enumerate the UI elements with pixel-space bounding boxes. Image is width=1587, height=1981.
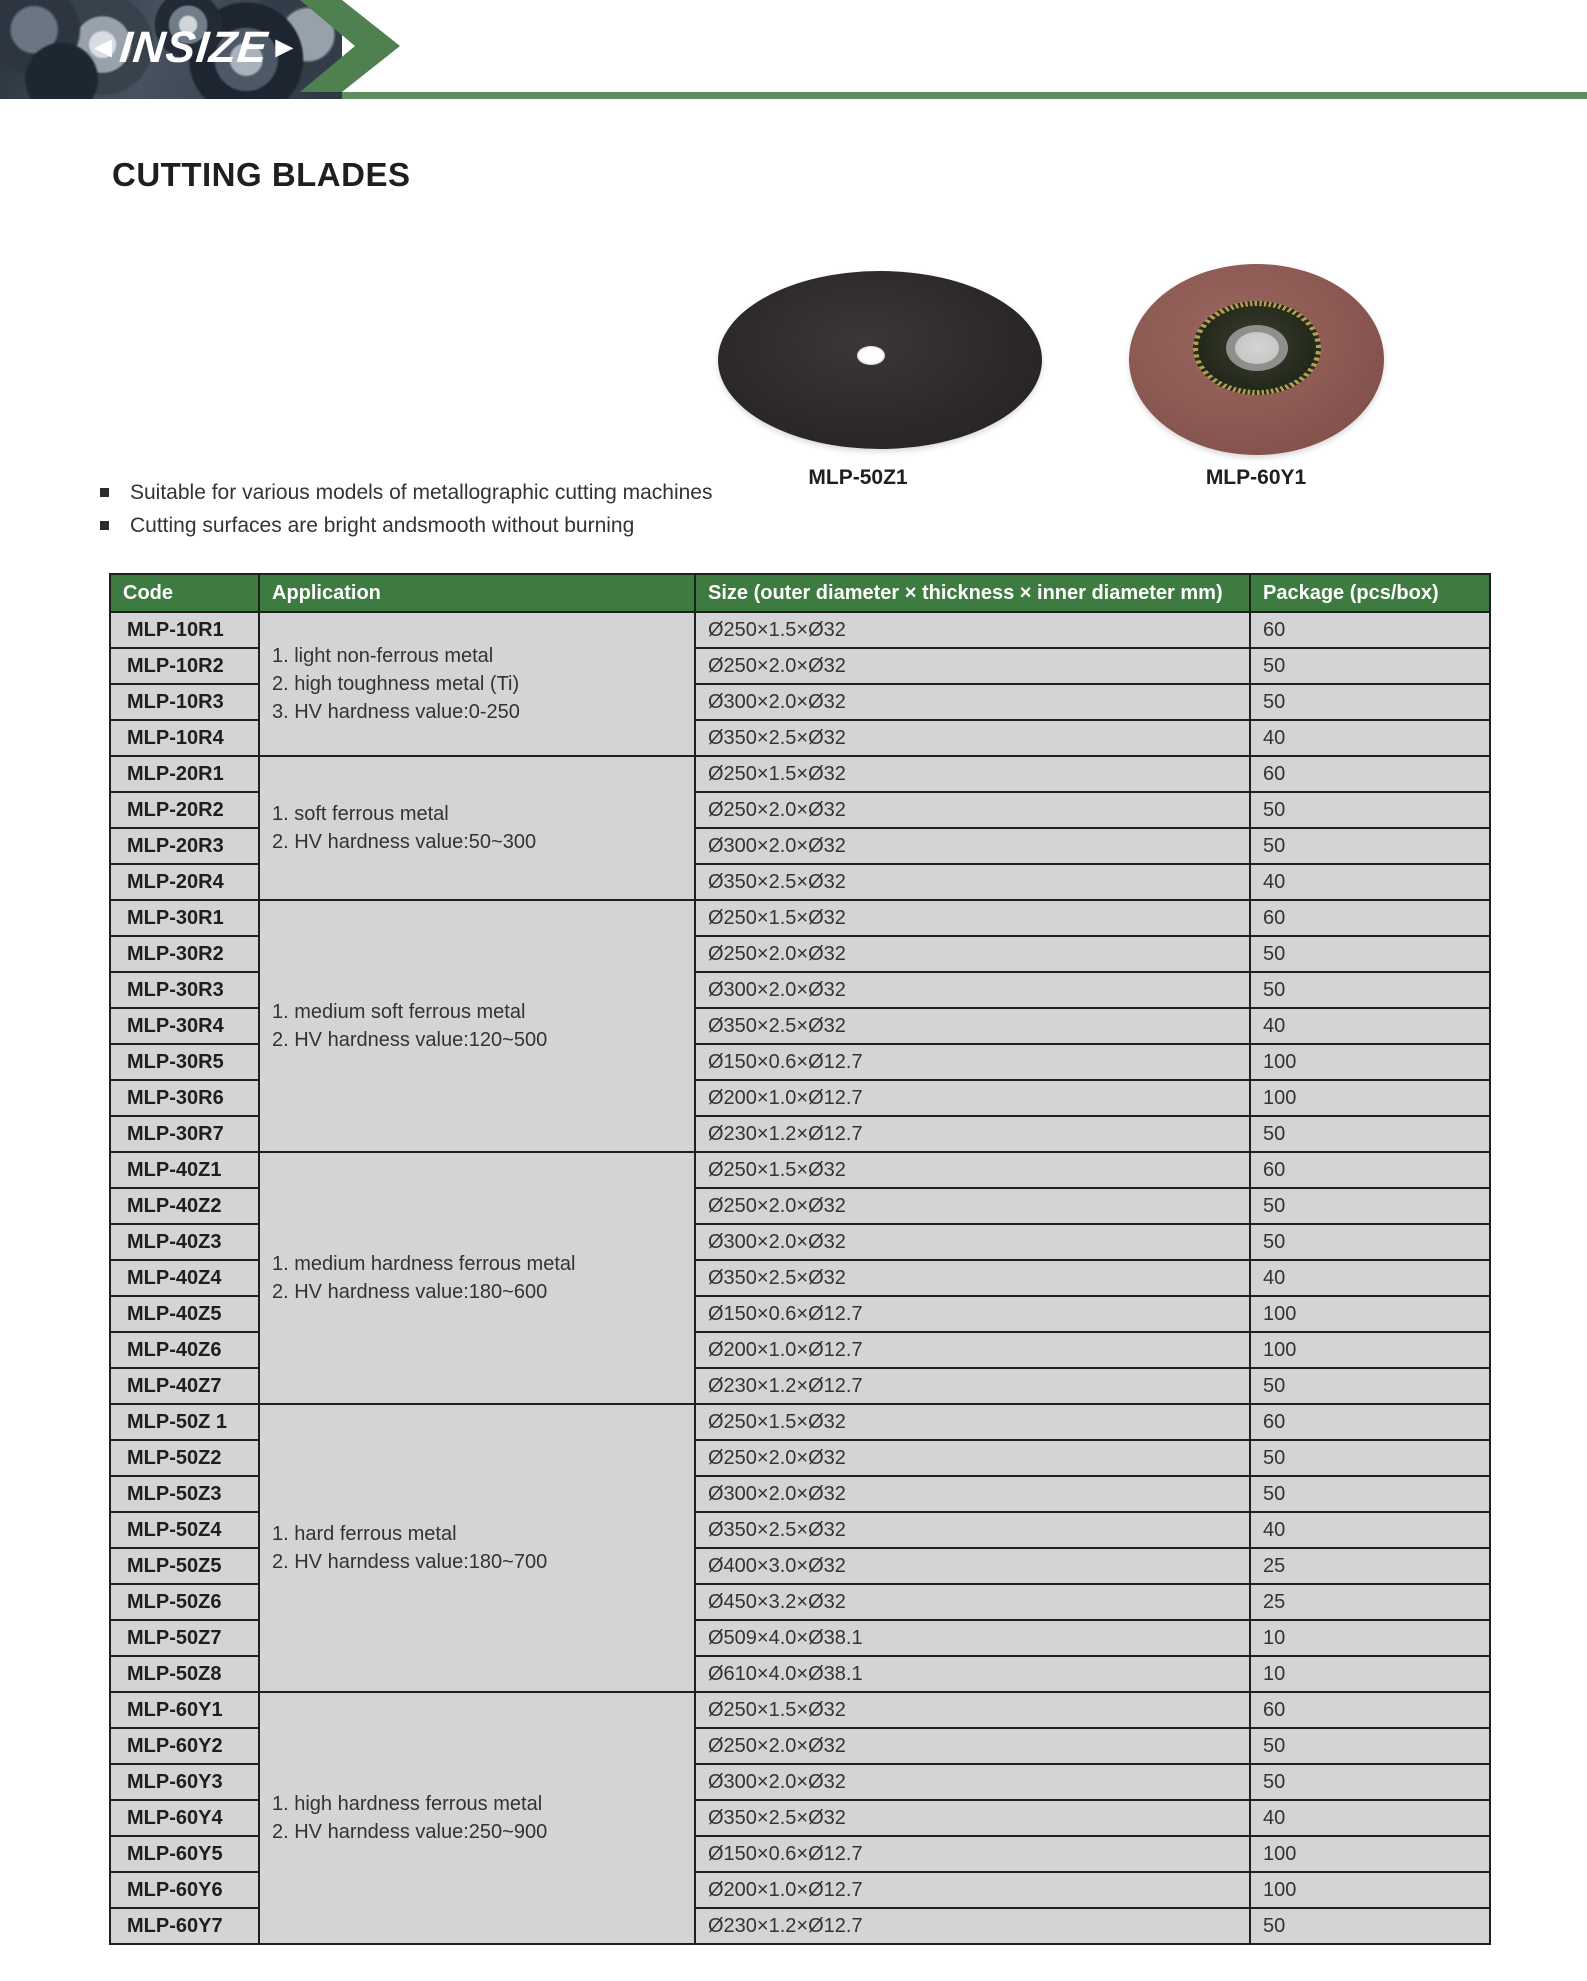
code-cell: MLP-30R1 — [110, 900, 259, 936]
size-cell: Ø250×2.0×Ø32 — [695, 1728, 1250, 1764]
code-cell: MLP-30R7 — [110, 1116, 259, 1152]
package-cell: 10 — [1250, 1620, 1490, 1656]
size-cell: Ø150×0.6×Ø12.7 — [695, 1836, 1250, 1872]
table-row — [110, 756, 1490, 792]
code-cell: MLP-30R4 — [110, 1008, 259, 1044]
size-cell: Ø350×2.5×Ø32 — [695, 1800, 1250, 1836]
square-bullet-icon — [100, 521, 109, 530]
disc-hub-core — [1235, 332, 1279, 364]
package-cell: 50 — [1250, 828, 1490, 864]
code-cell: MLP-60Y1 — [110, 1692, 259, 1728]
package-cell: 60 — [1250, 1152, 1490, 1188]
code-cell: MLP-10R3 — [110, 684, 259, 720]
application-cell — [259, 1404, 695, 1692]
package-cell: 50 — [1250, 972, 1490, 1008]
code-cell: MLP-40Z7 — [110, 1368, 259, 1404]
feature-item — [100, 509, 712, 542]
square-bullet-icon — [100, 488, 109, 497]
size-cell: Ø250×2.0×Ø32 — [695, 648, 1250, 684]
product-label: MLP-50Z1 — [808, 466, 908, 489]
size-cell: Ø230×1.2×Ø12.7 — [695, 1908, 1250, 1944]
package-cell: 50 — [1250, 684, 1490, 720]
code-cell: MLP-50Z8 — [110, 1656, 259, 1692]
size-cell: Ø350×2.5×Ø32 — [695, 864, 1250, 900]
size-cell: Ø150×0.6×Ø12.7 — [695, 1044, 1250, 1080]
application-line: 1. soft ferrous metal — [272, 803, 449, 825]
package-cell: 60 — [1250, 1404, 1490, 1440]
size-cell: Ø350×2.5×Ø32 — [695, 720, 1250, 756]
package-cell: 100 — [1250, 1080, 1490, 1116]
feature-text: Suitable for various models of metallographic cutting machines — [130, 481, 713, 504]
application-cell — [259, 1152, 695, 1404]
package-cell: 40 — [1250, 1512, 1490, 1548]
application-line: 2. HV hardness value:50~300 — [272, 831, 537, 853]
code-cell: MLP-40Z2 — [110, 1188, 259, 1224]
size-cell: Ø150×0.6×Ø12.7 — [695, 1296, 1250, 1332]
code-cell: MLP-30R6 — [110, 1080, 259, 1116]
product-image-cutting-blade-red — [1129, 264, 1384, 455]
table-row — [110, 1152, 1490, 1188]
size-cell: Ø350×2.5×Ø32 — [695, 1008, 1250, 1044]
code-cell: MLP-50Z6 — [110, 1584, 259, 1620]
application-line: 2. HV hardness value:120~500 — [272, 1029, 548, 1051]
size-cell: Ø350×2.5×Ø32 — [695, 1260, 1250, 1296]
code-cell: MLP-10R4 — [110, 720, 259, 756]
package-cell: 25 — [1250, 1584, 1490, 1620]
code-cell: MLP-60Y3 — [110, 1764, 259, 1800]
product-image-cutting-blade-black — [718, 271, 1042, 449]
package-cell: 40 — [1250, 1800, 1490, 1836]
size-cell: Ø250×2.0×Ø32 — [695, 1188, 1250, 1224]
package-cell: 50 — [1250, 1224, 1490, 1260]
code-cell: MLP-30R5 — [110, 1044, 259, 1080]
size-cell: Ø250×2.0×Ø32 — [695, 1440, 1250, 1476]
code-cell: MLP-30R3 — [110, 972, 259, 1008]
size-cell: Ø200×1.0×Ø12.7 — [695, 1332, 1250, 1368]
table-row — [110, 1404, 1490, 1440]
package-cell: 50 — [1250, 1908, 1490, 1944]
size-cell: Ø250×1.5×Ø32 — [695, 756, 1250, 792]
logo-left-arrow-icon: ◄ — [88, 31, 118, 64]
size-cell: Ø300×2.0×Ø32 — [695, 1476, 1250, 1512]
table-header-row — [110, 574, 1490, 612]
column-header-code: Code — [110, 574, 259, 612]
logo-text: INSIZE — [117, 23, 271, 72]
package-cell: 50 — [1250, 936, 1490, 972]
application-line: 1. light non-ferrous metal — [272, 645, 494, 667]
package-cell: 60 — [1250, 612, 1490, 648]
application-line: 1. hard ferrous metal — [272, 1523, 457, 1545]
package-cell: 40 — [1250, 720, 1490, 756]
disc-center-hole — [857, 346, 885, 365]
size-cell: Ø509×4.0×Ø38.1 — [695, 1620, 1250, 1656]
code-cell: MLP-40Z1 — [110, 1152, 259, 1188]
code-cell: MLP-40Z3 — [110, 1224, 259, 1260]
size-cell: Ø610×4.0×Ø38.1 — [695, 1656, 1250, 1692]
feature-item — [100, 476, 712, 509]
package-cell: 100 — [1250, 1332, 1490, 1368]
code-cell: MLP-60Y6 — [110, 1872, 259, 1908]
page-title: CUTTING BLADES — [112, 156, 411, 193]
package-cell: 100 — [1250, 1836, 1490, 1872]
package-cell: 40 — [1250, 1260, 1490, 1296]
package-cell: 50 — [1250, 1728, 1490, 1764]
application-line: 3. HV hardness value:0-250 — [272, 701, 520, 723]
size-cell: Ø250×1.5×Ø32 — [695, 900, 1250, 936]
column-header-application: Application — [259, 574, 695, 612]
code-cell: MLP-20R2 — [110, 792, 259, 828]
application-cell — [259, 1692, 695, 1944]
code-cell: MLP-50Z7 — [110, 1620, 259, 1656]
package-cell: 25 — [1250, 1548, 1490, 1584]
size-cell: Ø300×2.0×Ø32 — [695, 1764, 1250, 1800]
size-cell: Ø250×1.5×Ø32 — [695, 1152, 1250, 1188]
code-cell: MLP-40Z4 — [110, 1260, 259, 1296]
code-cell: MLP-60Y7 — [110, 1908, 259, 1944]
package-cell: 50 — [1250, 1764, 1490, 1800]
package-cell: 100 — [1250, 1296, 1490, 1332]
product-label: MLP-60Y1 — [1205, 466, 1307, 489]
size-cell: Ø400×3.0×Ø32 — [695, 1548, 1250, 1584]
code-cell: MLP-50Z5 — [110, 1548, 259, 1584]
code-cell: MLP-60Y5 — [110, 1836, 259, 1872]
code-cell: MLP-20R3 — [110, 828, 259, 864]
spec-table — [109, 573, 1491, 1945]
size-cell: Ø300×2.0×Ø32 — [695, 972, 1250, 1008]
application-line: 1. medium soft ferrous metal — [272, 1001, 526, 1023]
application-line: 1. medium hardness ferrous metal — [272, 1253, 576, 1275]
code-cell: MLP-20R4 — [110, 864, 259, 900]
size-cell: Ø250×2.0×Ø32 — [695, 936, 1250, 972]
size-cell: Ø450×3.2×Ø32 — [695, 1584, 1250, 1620]
package-cell: 60 — [1250, 756, 1490, 792]
table-row — [110, 612, 1490, 648]
size-cell: Ø300×2.0×Ø32 — [695, 828, 1250, 864]
application-line: 1. high hardness ferrous metal — [272, 1793, 543, 1815]
size-cell: Ø300×2.0×Ø32 — [695, 1224, 1250, 1260]
application-cell — [259, 756, 695, 900]
feature-list — [100, 476, 712, 542]
package-cell: 40 — [1250, 1008, 1490, 1044]
package-cell: 50 — [1250, 1368, 1490, 1404]
insize-logo — [88, 23, 300, 72]
size-cell: Ø230×1.2×Ø12.7 — [695, 1116, 1250, 1152]
application-line: 2. HV hardness value:180~600 — [272, 1281, 548, 1303]
code-cell: MLP-50Z3 — [110, 1476, 259, 1512]
code-cell: MLP-50Z4 — [110, 1512, 259, 1548]
package-cell: 50 — [1250, 648, 1490, 684]
application-line: 2. HV harndess value:250~900 — [272, 1821, 548, 1843]
package-cell: 10 — [1250, 1656, 1490, 1692]
package-cell: 40 — [1250, 864, 1490, 900]
size-cell: Ø250×1.5×Ø32 — [695, 1404, 1250, 1440]
code-cell: MLP-10R1 — [110, 612, 259, 648]
code-cell: MLP-40Z5 — [110, 1296, 259, 1332]
package-cell: 100 — [1250, 1044, 1490, 1080]
table-row — [110, 1692, 1490, 1728]
feature-text: Cutting surfaces are bright andsmooth without burning — [130, 514, 635, 537]
size-cell: Ø300×2.0×Ø32 — [695, 684, 1250, 720]
code-cell: MLP-60Y2 — [110, 1728, 259, 1764]
column-header-package: Package (pcs/box) — [1250, 574, 1490, 612]
code-cell: MLP-20R1 — [110, 756, 259, 792]
package-cell: 60 — [1250, 1692, 1490, 1728]
package-cell: 50 — [1250, 792, 1490, 828]
size-cell: Ø250×1.5×Ø32 — [695, 612, 1250, 648]
package-cell: 50 — [1250, 1188, 1490, 1224]
header-machinery-photo — [0, 0, 342, 99]
code-cell: MLP-10R2 — [110, 648, 259, 684]
code-cell: MLP-50Z2 — [110, 1440, 259, 1476]
application-line: 2. high toughness metal (Ti) — [272, 673, 520, 695]
application-line: 2. HV harndess value:180~700 — [272, 1551, 548, 1573]
size-cell: Ø350×2.5×Ø32 — [695, 1512, 1250, 1548]
code-cell: MLP-40Z6 — [110, 1332, 259, 1368]
table-row — [110, 900, 1490, 936]
package-cell: 50 — [1250, 1116, 1490, 1152]
logo-right-arrow-icon: ► — [269, 31, 300, 64]
size-cell: Ø200×1.0×Ø12.7 — [695, 1080, 1250, 1116]
package-cell: 50 — [1250, 1440, 1490, 1476]
size-cell: Ø250×2.0×Ø32 — [695, 792, 1250, 828]
code-cell: MLP-60Y4 — [110, 1800, 259, 1836]
package-cell: 60 — [1250, 900, 1490, 936]
application-cell — [259, 900, 695, 1152]
application-cell — [259, 612, 695, 756]
size-cell: Ø230×1.2×Ø12.7 — [695, 1368, 1250, 1404]
package-cell: 100 — [1250, 1872, 1490, 1908]
package-cell: 50 — [1250, 1476, 1490, 1512]
code-cell: MLP-50Z 1 — [110, 1404, 259, 1440]
size-cell: Ø250×1.5×Ø32 — [695, 1692, 1250, 1728]
column-header-size: Size (outer diameter × thickness × inner diameter mm) — [695, 574, 1250, 612]
code-cell: MLP-30R2 — [110, 936, 259, 972]
size-cell: Ø200×1.0×Ø12.7 — [695, 1872, 1250, 1908]
